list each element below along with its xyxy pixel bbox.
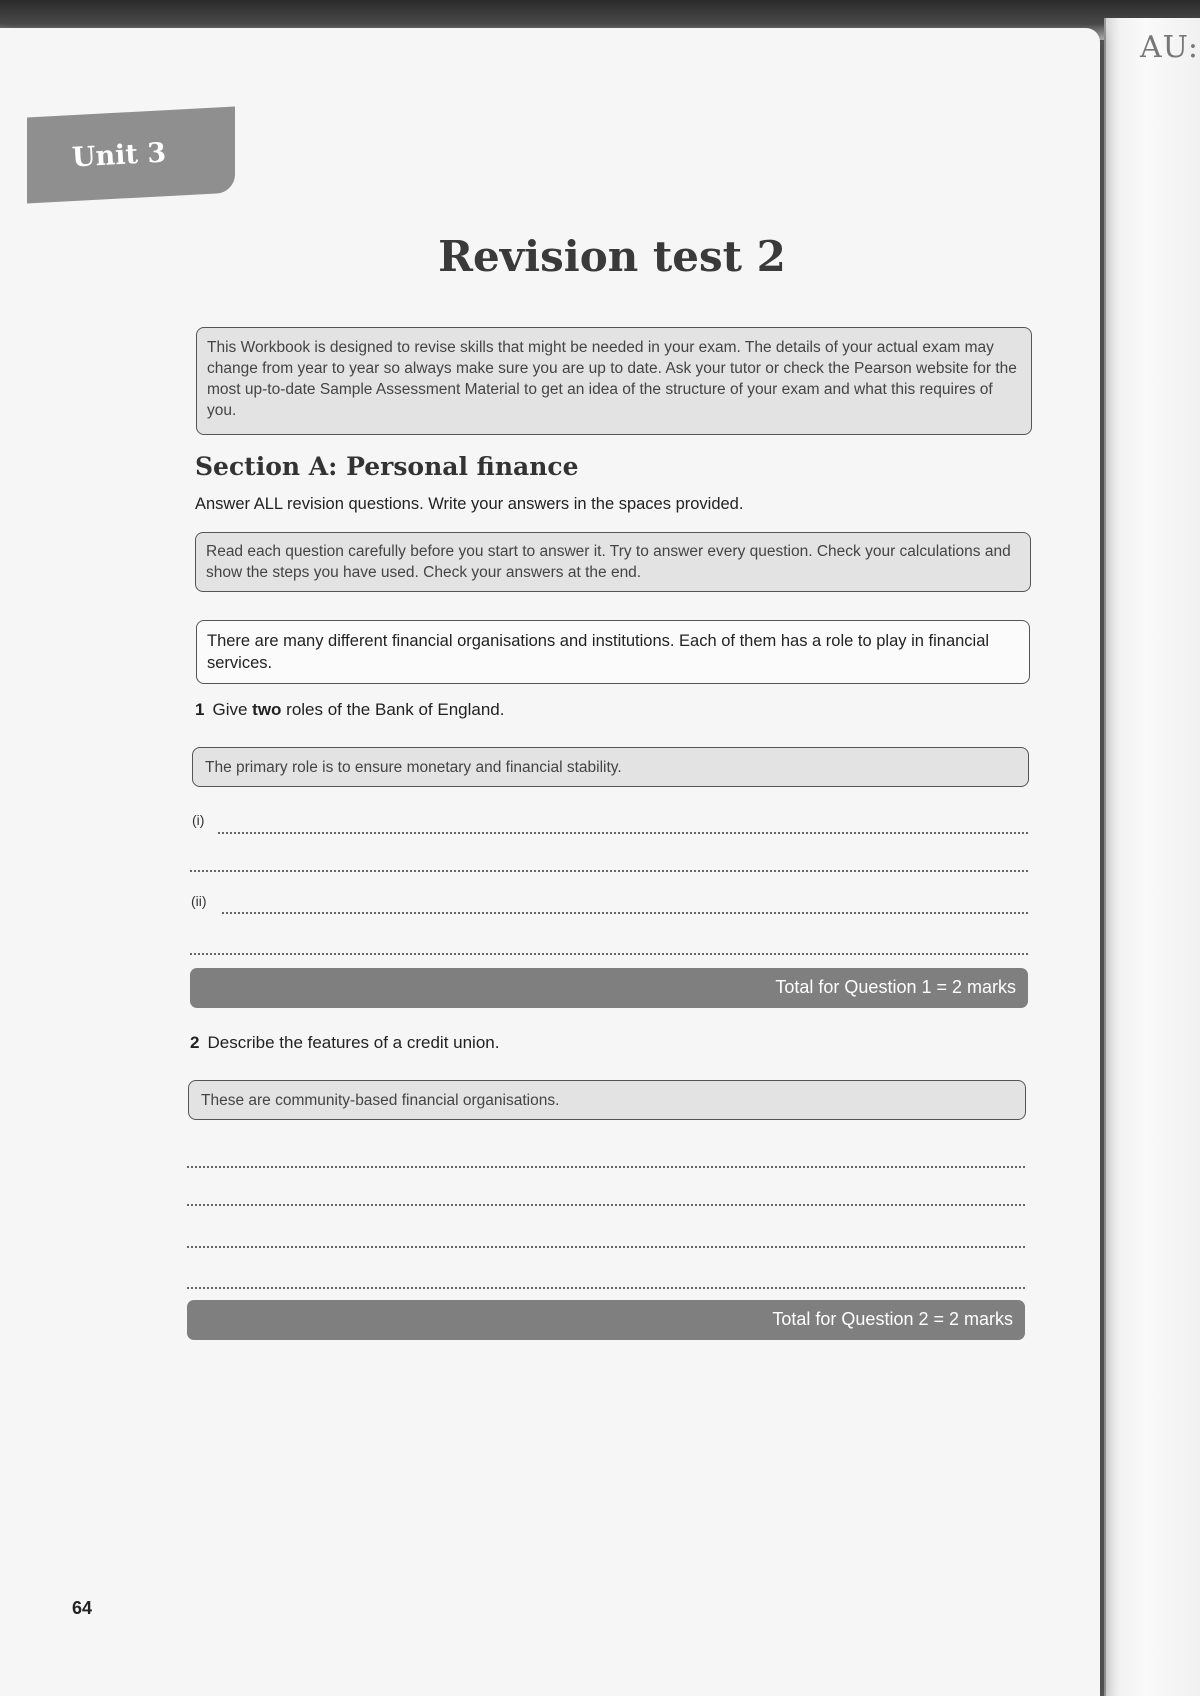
page-number: 64 [72, 1598, 93, 1618]
answer-line[interactable] [222, 912, 1028, 914]
question-number: 1 [195, 700, 205, 719]
section-instruction: Answer ALL revision questions. Write your answers in the spaces provided. [195, 495, 744, 513]
question-1-hint-box [192, 747, 1029, 787]
answer-label-i: (i) [192, 812, 205, 828]
question-2-hint: These are community-based financial organisations. [201, 1092, 560, 1109]
intro-text: This Workbook is designed to revise skills that might be needed in your exam. The details of your actual exam may change from year to year so always make sure you are up to date. Ask your tutor or check the Pearson website for the most up-to-date Sample Assessment Material to get an idea of the structure of your exam and what this requires of you. [207, 339, 1017, 419]
question-2-total-bar [187, 1300, 1025, 1340]
question-number: 2 [190, 1033, 200, 1052]
question-text-part: roles of the Bank of England. [281, 700, 505, 719]
question-text: Describe the features of a credit union. [207, 1033, 500, 1052]
question-1 [195, 700, 504, 720]
section-heading: Section A: Personal finance [195, 452, 579, 481]
context-box [196, 620, 1030, 684]
question-2-hint-box [188, 1080, 1026, 1120]
answer-line[interactable] [187, 1166, 1025, 1168]
question-1-hint: The primary role is to ensure monetary and financial stability. [205, 759, 622, 776]
question-text-emphasis: two [252, 700, 282, 719]
exam-hint-box [195, 532, 1031, 592]
answer-line[interactable] [187, 1246, 1025, 1248]
question-2 [190, 1033, 499, 1053]
question-text-part: Give [212, 700, 253, 719]
answer-label-ii: (ii) [191, 893, 207, 909]
answer-line[interactable] [190, 870, 1028, 872]
handwritten-corner-note: AU: [1140, 30, 1199, 65]
answer-line[interactable] [187, 1204, 1025, 1206]
question-2-total: Total for Question 2 = 2 marks [772, 1309, 1013, 1329]
answer-line[interactable] [190, 953, 1028, 955]
answer-line[interactable] [187, 1287, 1025, 1289]
answer-line[interactable] [218, 832, 1028, 834]
question-1-total-bar [190, 968, 1028, 1008]
context-text: There are many different financial organisations and institutions. Each of them has a role to play in financial services. [207, 632, 990, 672]
question-1-total: Total for Question 1 = 2 marks [775, 977, 1016, 997]
page-title: Revision test 2 [438, 232, 786, 281]
unit-label: Unit 3 [71, 137, 167, 174]
intro-info-box [196, 327, 1032, 435]
exam-hint-text: Read each question carefully before you start to answer it. Try to answer every question. Check your calculations and show the steps you have used. Check your answers at the end. [206, 543, 1011, 581]
